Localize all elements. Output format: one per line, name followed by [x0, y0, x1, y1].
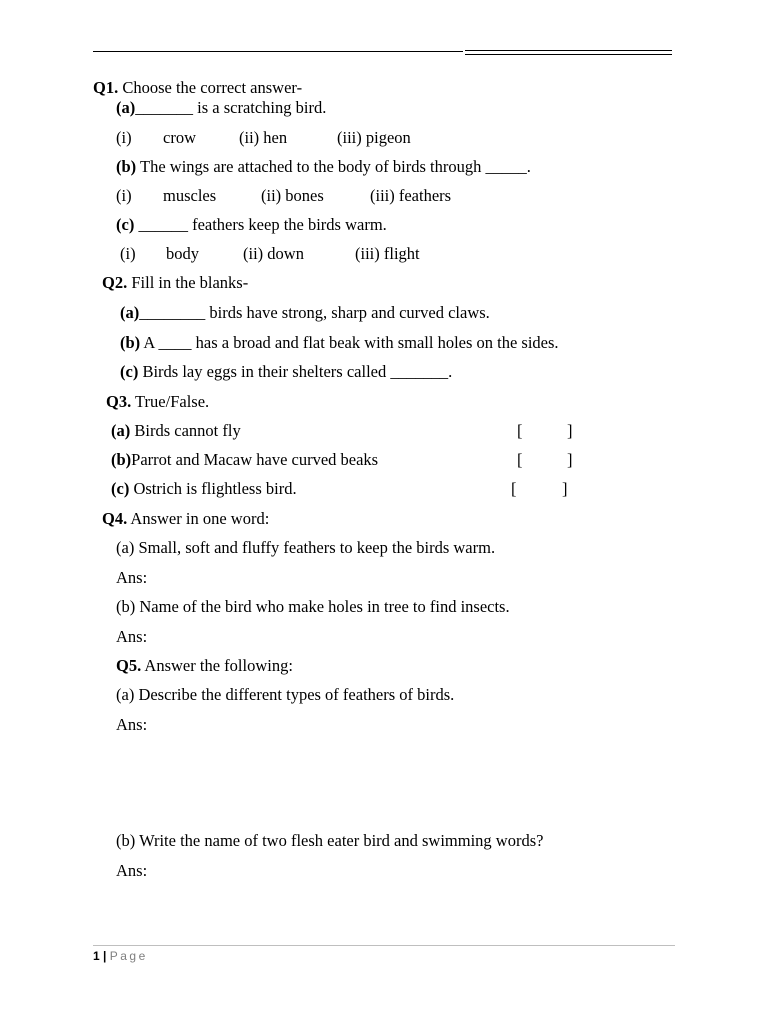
q4-b-answer-label: Ans: — [116, 627, 148, 646]
q2-a-question — [120, 303, 490, 323]
q1-a-label: (a) — [116, 98, 136, 117]
q1-heading — [93, 78, 302, 98]
q3-c-text: Ostrich is flightless bird. — [129, 479, 297, 498]
q1-a-opt-ii: (ii) hen — [239, 128, 288, 147]
footer-rule — [93, 945, 675, 946]
q1-c-opt-iii: (iii) flight — [355, 244, 420, 263]
page-word: Page — [109, 949, 148, 963]
q2-b-label: (b) — [120, 333, 141, 352]
q5-a-question: (a) Describe the different types of feathers of birds. — [116, 685, 455, 704]
q1-a-text: _______ is a scratching bird. — [135, 98, 327, 117]
q3-number: Q3. — [106, 392, 132, 411]
q5-title: Answer the following: — [141, 656, 293, 675]
q1-c-opt-i-text: body — [166, 244, 199, 263]
q3-a-open-bracket: [ — [517, 421, 523, 440]
q3-a-label: (a) — [111, 421, 131, 440]
q1-c-question — [116, 215, 387, 235]
q1-a-opt-iii: (iii) pigeon — [337, 128, 411, 147]
q1-b-opt-i: (i) — [116, 186, 132, 205]
q3-a-close-bracket: ] — [567, 421, 573, 440]
q1-c-opt-i: (i) — [120, 244, 136, 263]
q3-c-open-bracket: [ — [511, 479, 517, 498]
q2-a-label: (a) — [120, 303, 140, 322]
q4-b-question: (b) Name of the bird who make holes in tree to find insects. — [116, 597, 510, 616]
page-footer — [93, 948, 148, 964]
q3-title: True/False. — [131, 392, 210, 411]
q2-c-question — [120, 362, 452, 382]
q2-c-label: (c) — [120, 362, 139, 381]
q5-a-answer-label: Ans: — [116, 715, 148, 734]
q2-a-text: ________ birds have strong, sharp and curved claws. — [139, 303, 490, 322]
q2-b-text: A ____ has a broad and flat beak with small holes on the sides. — [140, 333, 559, 352]
q1-title: Choose the correct answer- — [118, 78, 303, 97]
q1-b-opt-ii: (ii) bones — [261, 186, 324, 205]
q5-b-answer-label: Ans: — [116, 861, 148, 880]
q1-b-text: The wings are attached to the body of birds through _____. — [136, 157, 531, 176]
q1-a-question — [116, 98, 326, 118]
q3-heading — [106, 392, 209, 412]
q4-number: Q4. — [102, 509, 128, 528]
q1-b-label: (b) — [116, 157, 137, 176]
header-rule — [93, 51, 463, 52]
page-separator: | — [99, 949, 110, 963]
q3-c-close-bracket: ] — [562, 479, 568, 498]
q1-a-opt-i: (i) — [116, 128, 132, 147]
q1-c-text: ______ feathers keep the birds warm. — [134, 215, 387, 234]
q4-a-answer-label: Ans: — [116, 568, 148, 587]
q3-a-text: Birds cannot fly — [130, 421, 241, 440]
q3-c-label: (c) — [111, 479, 130, 498]
q1-number: Q1. — [93, 78, 119, 97]
q1-c-label: (c) — [116, 215, 135, 234]
q1-b-opt-iii: (iii) feathers — [370, 186, 452, 205]
q3-b-close-bracket: ] — [567, 450, 573, 469]
q2-number: Q2. — [102, 273, 128, 292]
q5-b-question: (b) Write the name of two flesh eater bird and swimming words? — [116, 831, 544, 850]
q2-title: Fill in the blanks- — [127, 273, 249, 292]
q4-a-question: (a) Small, soft and fluffy feathers to keep the birds warm. — [116, 538, 496, 557]
q5-number: Q5. — [116, 656, 142, 675]
header-double-rule — [465, 50, 672, 55]
q3-b-open-bracket: [ — [517, 450, 523, 469]
page-number: 1 — [93, 949, 100, 963]
q1-b-opt-i-text: muscles — [163, 186, 217, 205]
q1-c-opt-ii: (ii) down — [243, 244, 304, 263]
q4-heading — [102, 509, 269, 529]
q2-b-question — [120, 333, 559, 353]
q2-heading — [102, 273, 248, 293]
q4-title: Answer in one word: — [127, 509, 270, 528]
q3-item — [111, 421, 241, 441]
q1-a-opt-i-text: crow — [163, 128, 196, 147]
q3-b-text: Parrot and Macaw have curved beaks — [131, 450, 379, 469]
q3-b-label: (b) — [111, 450, 132, 469]
q5-heading — [116, 656, 293, 676]
q3-item — [111, 450, 378, 470]
q1-b-question — [116, 157, 531, 177]
q3-item — [111, 479, 297, 499]
q2-c-text: Birds lay eggs in their shelters called _______. — [138, 362, 453, 381]
